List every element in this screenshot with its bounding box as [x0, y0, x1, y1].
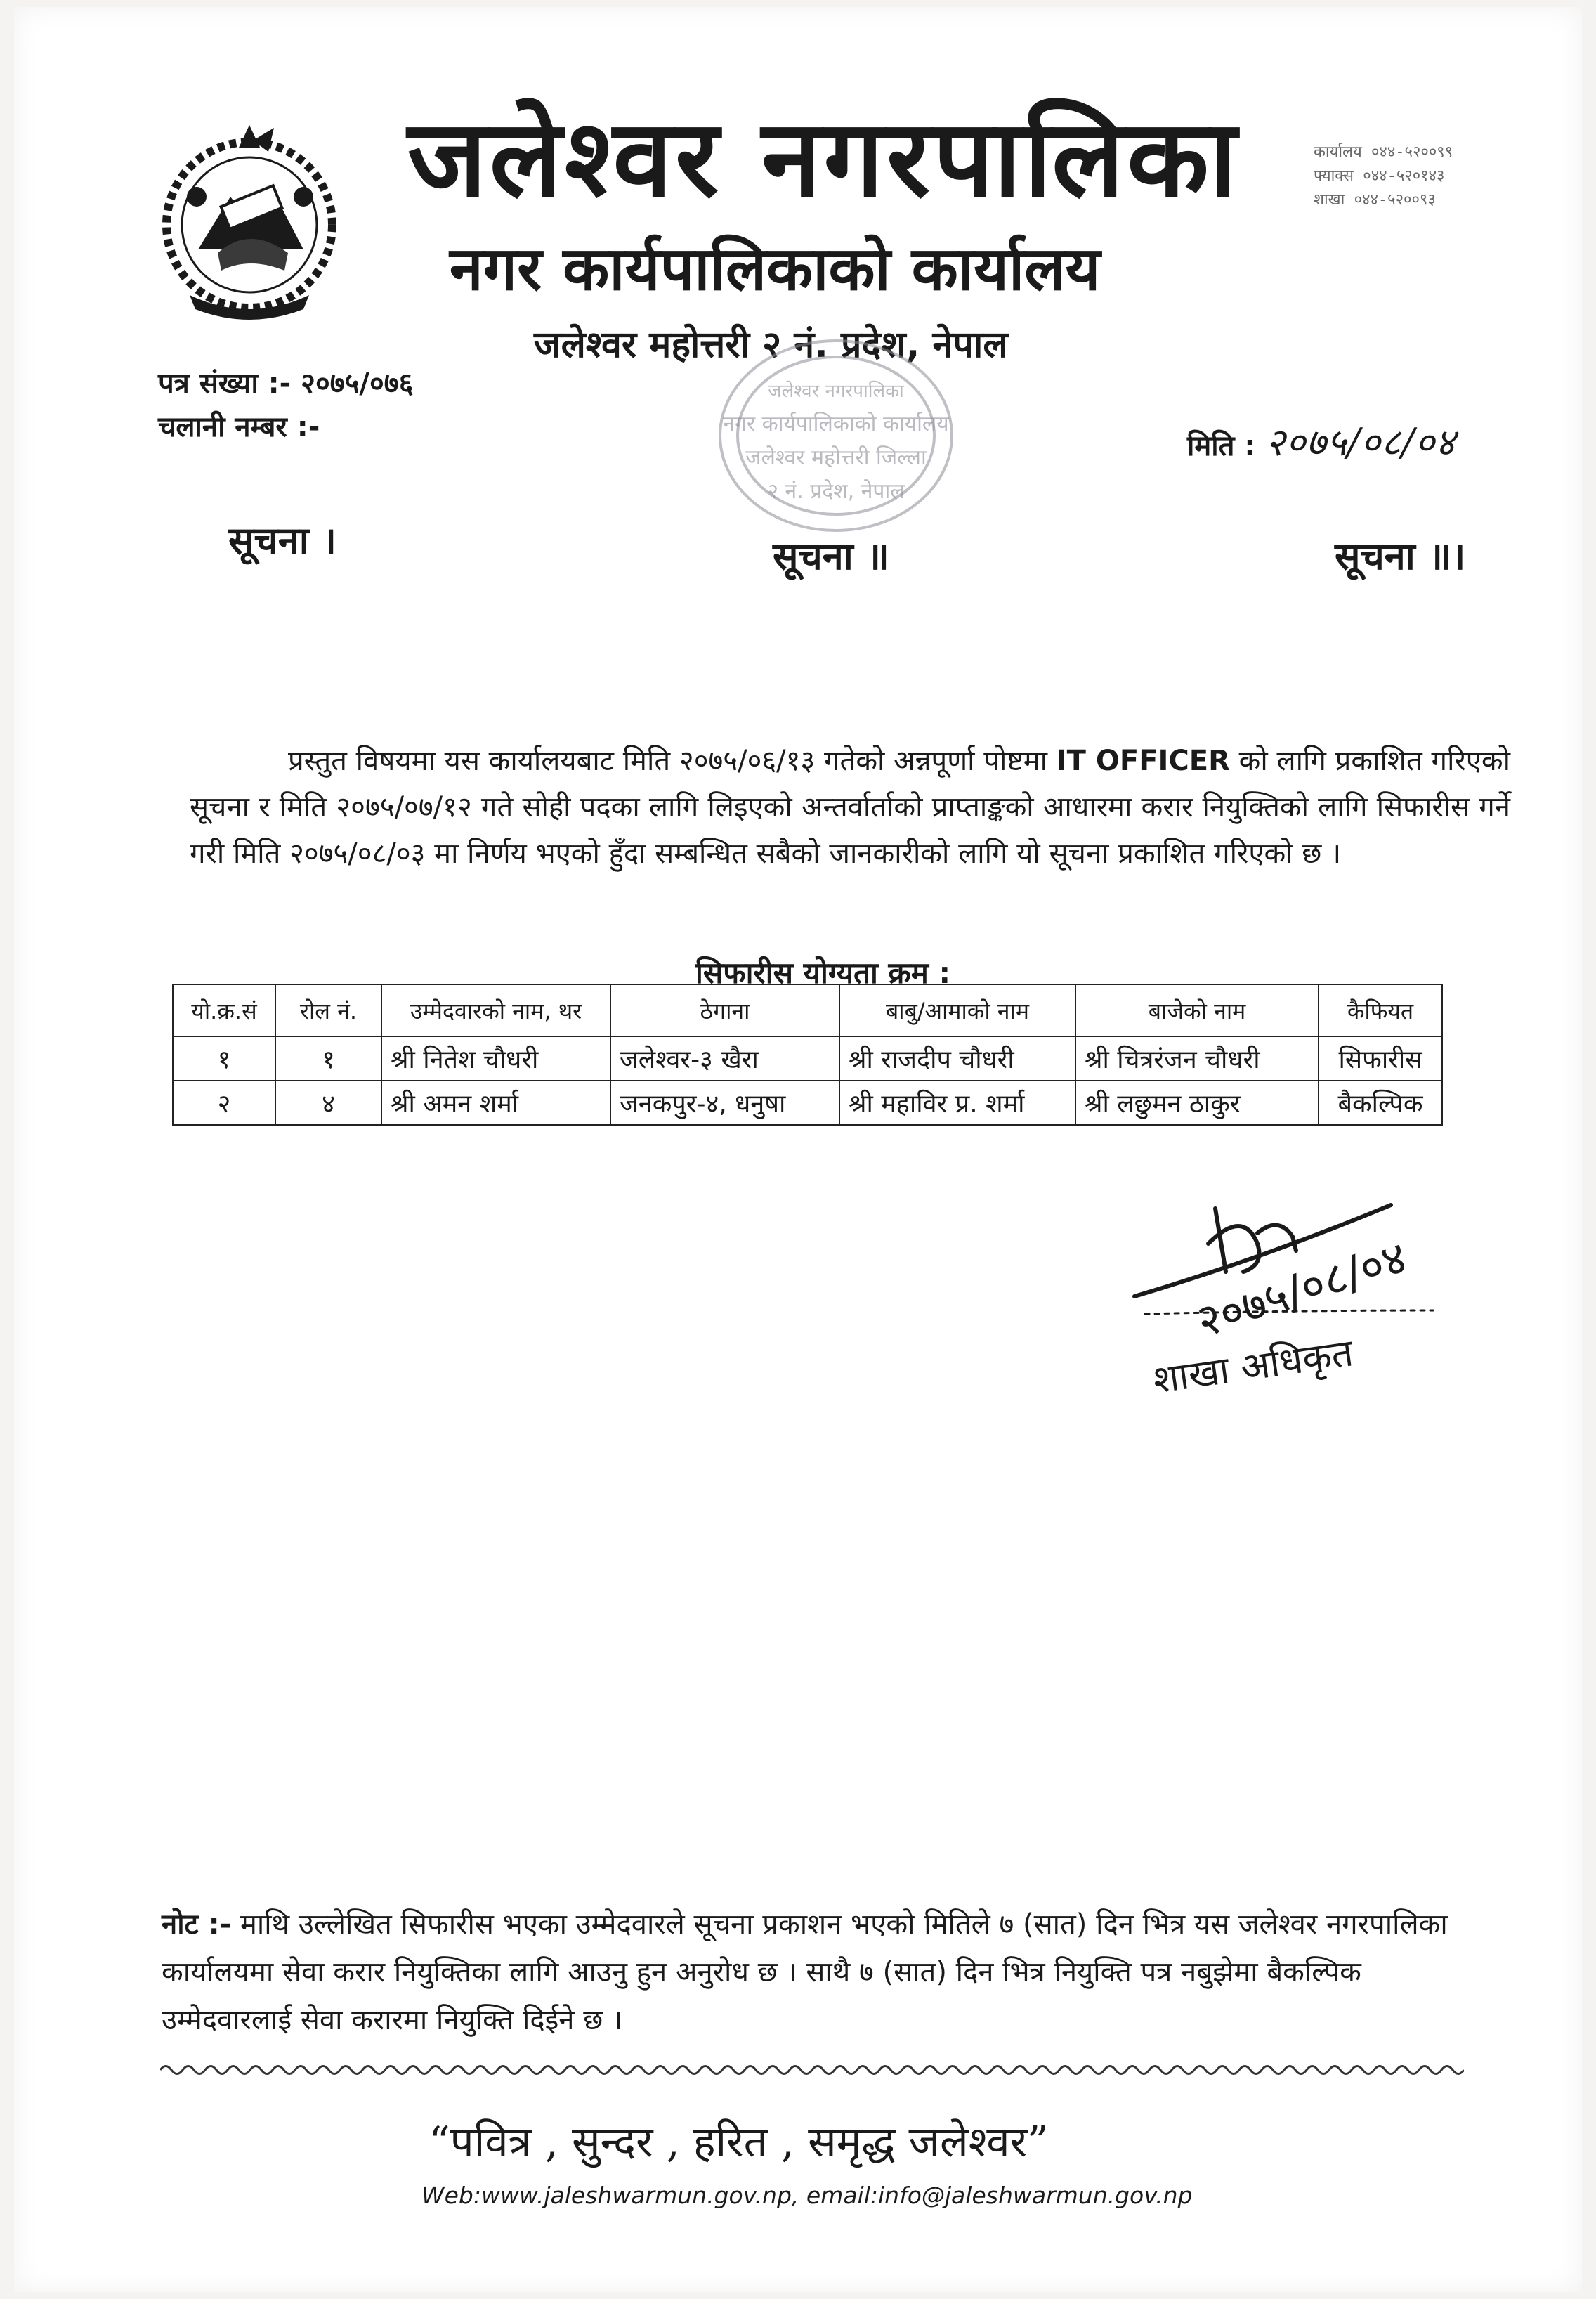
col-address: ठेगाना	[610, 984, 839, 1036]
body-text-1: प्रस्तुत विषयमा यस कार्यालयबाट मिति २०७५/०६/१३ गतेको अन्नपूर्णा पोष्टमा	[288, 745, 1057, 777]
cell-candidate: श्री अमन शर्मा	[381, 1081, 610, 1125]
note-text: माथि उल्लेखित सिफारीस भएका उम्मेदवारले सूचना प्रकाशन भएको मितिले ७ (सात) दिन भित्र यस जलेश्वर नगरपालिका कार्यालयमा सेवा करार नियुक्तिका लागि आउनु हुन अनुरोध छ । साथै ७ (सात) दिन भित्र नियुक्ति पत्र नबुझेमा बैकल्पिक उम्मेदवारलाई सेवा करारमा नियुक्ति दिईने छ ।	[162, 1908, 1448, 2036]
contact-numbers	[1314, 141, 1453, 212]
body-post-name: IT OFFICER	[1056, 745, 1230, 777]
footnote	[162, 1901, 1468, 2044]
date-value: २०७५/०८/०४	[1265, 420, 1456, 464]
recommendation-table-title: सिफारीस योग्यता क्रम :	[695, 956, 951, 990]
letter-date	[1187, 415, 1456, 467]
table-row	[173, 1081, 1442, 1125]
cell-address: जलेश्वर-३ खैरा	[610, 1036, 839, 1081]
stamp-text-line: नगर कार्यपालिकाको कार्यालय	[723, 412, 949, 436]
cell-serial: १	[173, 1036, 275, 1081]
col-roll: रोल नं.	[275, 984, 381, 1036]
signature-date: २०७५/०८/०४	[1190, 1232, 1413, 1349]
cell-serial: २	[173, 1081, 275, 1125]
municipality-title: जलेश्वर नगरपालिका	[407, 96, 1240, 221]
nepal-emblem-icon	[148, 119, 351, 323]
notice-heading-right: सूचना ॥।	[1335, 534, 1466, 578]
body-text-2: को लागि प्रकाशित गरिएको सूचना र मिति २०७५/०७/१२ गते सोही पदका लागि लिइएको अन्तर्वार्ताको प्राप्ताङ्कको आधारमा करार नियुक्तिको लागि सिफारीस गर्ने गरी मिति २०७५/०८/०३ मा निर्णय भएको हुँदा सम्बन्धित सबैको जानकारीको लागि यो सूचना प्रकाशित गरिएको छ ।	[190, 745, 1511, 870]
cell-remark: सिफारीस	[1319, 1036, 1442, 1081]
cell-parent: श्री राजदीप चौधरी	[839, 1036, 1075, 1081]
cell-candidate: श्री नितेश चौधरी	[381, 1036, 610, 1081]
stamp-text-line: जलेश्वर महोत्तरी जिल्ला	[745, 445, 927, 470]
reference-block	[158, 362, 413, 449]
office-address: जलेश्वर महोत्तरी २ नं. प्रदेश, नेपाल	[534, 324, 1008, 366]
contact-line: शाखा ०४४-५२००९३	[1314, 191, 1436, 209]
stamp-text-line: २ नं. प्रदेश, नेपाल	[767, 479, 905, 504]
office-stamp	[709, 330, 962, 541]
date-label: मिति :	[1187, 430, 1256, 462]
col-remark: कैफियत	[1319, 984, 1442, 1036]
signatory-title: शाखा अधिकृत	[1150, 1330, 1356, 1402]
col-grandfather: बाजेको नाम	[1075, 984, 1319, 1036]
footer-divider	[160, 2062, 1464, 2078]
cell-remark: बैकल्पिक	[1319, 1081, 1442, 1125]
note-label: नोट :-	[162, 1908, 232, 1941]
table-row	[173, 1036, 1442, 1081]
cell-roll: १	[275, 1036, 381, 1081]
table-header-row	[173, 984, 1442, 1036]
cell-address: जनकपुर-४, धनुषा	[610, 1081, 839, 1125]
contact-line: कार्यालय ०४४-५२००९९	[1314, 143, 1453, 161]
cell-grandfather: श्री लछुमन ठाकुर	[1075, 1081, 1319, 1125]
stamp-text-line: जलेश्वर नगरपालिका	[768, 381, 904, 402]
contact-line: फ्याक्स ०४४-५२०१४३	[1314, 167, 1445, 185]
footer-contact: Web:www.jaleshwarmun.gov.np, email:info@jaleshwarmun.gov.np	[421, 2182, 1193, 2209]
dispatch-number: चलानी नम्बर :-	[158, 411, 320, 443]
municipality-slogan: “पवित्र , सुन्दर , हरित , समृद्ध जलेश्वर”	[429, 2118, 1049, 2167]
notice-heading-left: सूचना ।	[228, 519, 337, 563]
col-serial: यो.क्र.सं	[173, 984, 275, 1036]
notice-body	[190, 738, 1510, 877]
letter-number: पत्र संख्या :- २०७५/०७६	[158, 367, 414, 400]
col-candidate: उम्मेदवारको नाम, थर	[381, 984, 610, 1036]
col-parent: बाबु/आमाको नाम	[839, 984, 1075, 1036]
cell-grandfather: श्री चित्ररंजन चौधरी	[1075, 1036, 1319, 1081]
cell-parent: श्री महाविर प्र. शर्मा	[839, 1081, 1075, 1125]
recommendation-table	[172, 984, 1443, 1126]
cell-roll: ४	[275, 1081, 381, 1125]
office-title: नगर कार्यपालिकाको कार्यालय	[450, 234, 1101, 304]
notice-heading-center: सूचना ॥	[773, 534, 889, 578]
